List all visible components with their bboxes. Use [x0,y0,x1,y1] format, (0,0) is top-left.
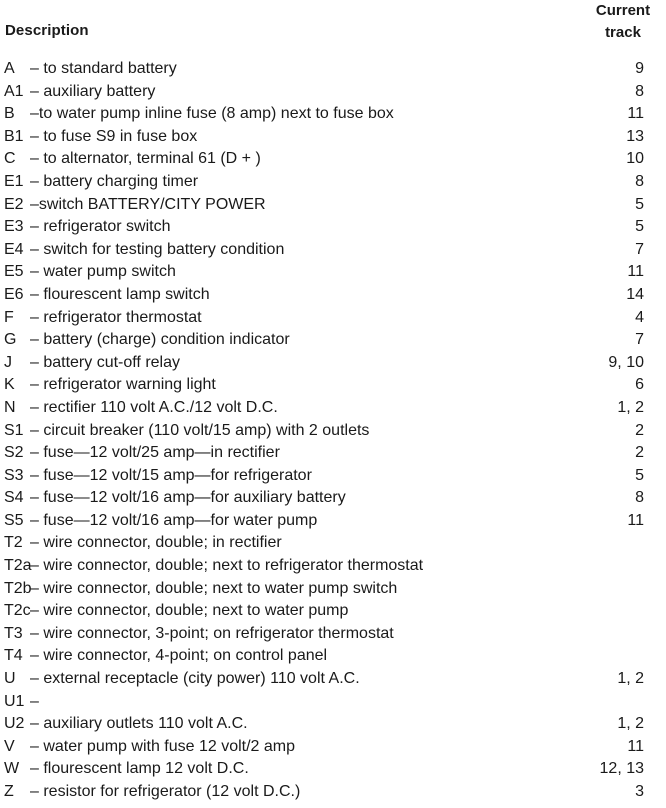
component-code: E6 [4,285,24,303]
legend-row [0,465,666,488]
component-code: S5 [4,511,24,529]
component-code: Z [4,783,14,800]
legend-row [0,284,666,307]
component-description: – wire connector, 4-point; on control panel [30,647,328,665]
legend-row [0,307,666,330]
component-description: – fuse—12 volt/15 amp—for refrigerator [30,466,312,484]
legend-row [0,239,666,262]
component-code: E3 [4,218,24,236]
component-description: – wire connector, 3-point; on refrigerator thermostat [30,624,394,642]
component-description: – refrigerator thermostat [30,308,202,326]
legend-row [0,510,666,533]
component-description: – flourescent lamp 12 volt D.C. [30,760,249,778]
legend-row [0,81,666,104]
current-track-value: 4 [635,308,644,326]
component-code: U1 [4,692,25,710]
component-description: – wire connector, double; next to refrigerator thermostat [30,557,424,575]
current-track-value: 2 [635,421,644,439]
component-code: T2c [4,602,31,620]
legend-row [0,691,666,714]
component-description: – auxiliary outlets 110 volt A.C. [30,715,248,733]
component-code: B [4,105,15,123]
component-description: – wire connector, double; next to water pump [30,602,349,620]
component-description: –to water pump inline fuse (8 amp) next to fuse box [30,105,394,123]
current-track-value: 1, 2 [617,398,644,416]
legend-row [0,171,666,194]
current-track-value: 8 [635,489,644,507]
current-track-header-line1: Current [595,2,651,19]
component-code: T3 [4,624,23,642]
component-code: S4 [4,489,24,507]
component-code: N [4,398,16,416]
legend-row [0,103,666,126]
component-code: T4 [4,647,23,665]
legend-row [0,442,666,465]
current-track-value: 10 [626,150,644,168]
component-description: – water pump switch [30,263,176,281]
component-description: – external receptacle (city power) 110 volt A.C. [30,670,360,688]
component-description: – fuse—12 volt/16 amp—for auxiliary battery [30,489,346,507]
component-description: – water pump with fuse 12 volt/2 amp [30,737,296,755]
current-track-value: 8 [635,172,644,190]
current-track-value: 11 [627,263,644,281]
legend-row [0,126,666,149]
component-description: – battery cut-off relay [30,353,180,371]
current-track-value: 5 [635,218,644,236]
legend-list [0,58,666,804]
current-track-value: 9, 10 [608,353,644,371]
component-code: S3 [4,466,24,484]
legend-row [0,736,666,759]
component-description: – wire connector, double; in rectifier [30,534,282,552]
component-code: E4 [4,240,24,258]
component-description: – fuse—12 volt/25 amp—in rectifier [30,444,280,462]
component-code: E1 [4,172,24,190]
current-track-value: 7 [635,331,644,349]
component-code: W [4,760,20,778]
legend-row [0,420,666,443]
current-track-value: 14 [626,285,644,303]
legend-row [0,713,666,736]
current-track-value: 13 [626,127,644,145]
component-code: T2a [4,557,32,575]
component-code: S2 [4,444,24,462]
component-description: – rectifier 110 volt A.C./12 volt D.C. [30,398,278,416]
component-description: – to standard battery [30,60,177,77]
component-description: – auxiliary battery [30,82,156,100]
current-track-value: 9 [635,60,644,77]
current-track-value: 11 [627,105,644,123]
legend-row [0,352,666,375]
legend-row [0,374,666,397]
component-code: U2 [4,715,25,733]
component-code: G [4,331,17,349]
legend-row [0,194,666,217]
component-code: U [4,670,16,688]
component-description: – [30,692,39,710]
component-description: – flourescent lamp switch [30,285,210,303]
component-description: – wire connector, double; next to water pump switch [30,579,398,597]
legend-row [0,623,666,646]
component-description: – resistor for refrigerator (12 volt D.C.) [30,783,301,800]
current-track-header [583,0,663,44]
description-header: Description [5,22,89,39]
component-code: T2b [4,579,32,597]
component-code: B1 [4,127,24,145]
legend-row [0,532,666,555]
component-code: J [4,353,12,371]
current-track-value: 5 [635,195,644,213]
legend-row [0,645,666,668]
legend-row [0,261,666,284]
current-track-value: 5 [635,466,644,484]
component-description: – refrigerator switch [30,218,171,236]
component-code: A [4,60,15,77]
component-description: – to alternator, terminal 61 (D + ) [30,150,261,168]
legend-row [0,58,666,81]
component-description: – to fuse S9 in fuse box [30,127,198,145]
legend-row [0,329,666,352]
legend-row [0,758,666,781]
legend-row [0,148,666,171]
component-description: – battery charging timer [30,172,199,190]
component-description: – battery (charge) condition indicator [30,331,290,349]
current-track-value: 1, 2 [617,670,644,688]
current-track-value: 12, 13 [599,760,644,778]
component-description: – circuit breaker (110 volt/15 amp) with 2 outlets [30,421,370,439]
component-description: – refrigerator warning light [30,376,216,394]
component-code: E5 [4,263,24,281]
legend-row [0,216,666,239]
current-track-value: 6 [635,376,644,394]
legend-row [0,487,666,510]
component-description: –switch BATTERY/CITY POWER [30,195,266,213]
legend-row [0,781,666,804]
current-track-value: 2 [635,444,644,462]
current-track-value: 11 [627,511,644,529]
component-code: V [4,737,15,755]
legend-row [0,578,666,601]
component-description: – fuse—12 volt/16 amp—for water pump [30,511,318,529]
component-code: F [4,308,14,326]
current-track-value: 11 [627,737,644,755]
legend-row [0,397,666,420]
current-track-value: 1, 2 [617,715,644,733]
component-code: E2 [4,195,24,213]
component-code: T2 [4,534,23,552]
current-track-value: 7 [635,240,644,258]
current-track-value: 3 [635,783,644,800]
component-code: K [4,376,15,394]
current-track-header-line2: track [605,24,641,41]
current-track-value: 8 [635,82,644,100]
legend-row [0,555,666,578]
component-code: S1 [4,421,24,439]
component-code: C [4,150,16,168]
component-code: A1 [4,82,24,100]
legend-row [0,600,666,623]
component-description: – switch for testing battery condition [30,240,285,258]
legend-row [0,668,666,691]
